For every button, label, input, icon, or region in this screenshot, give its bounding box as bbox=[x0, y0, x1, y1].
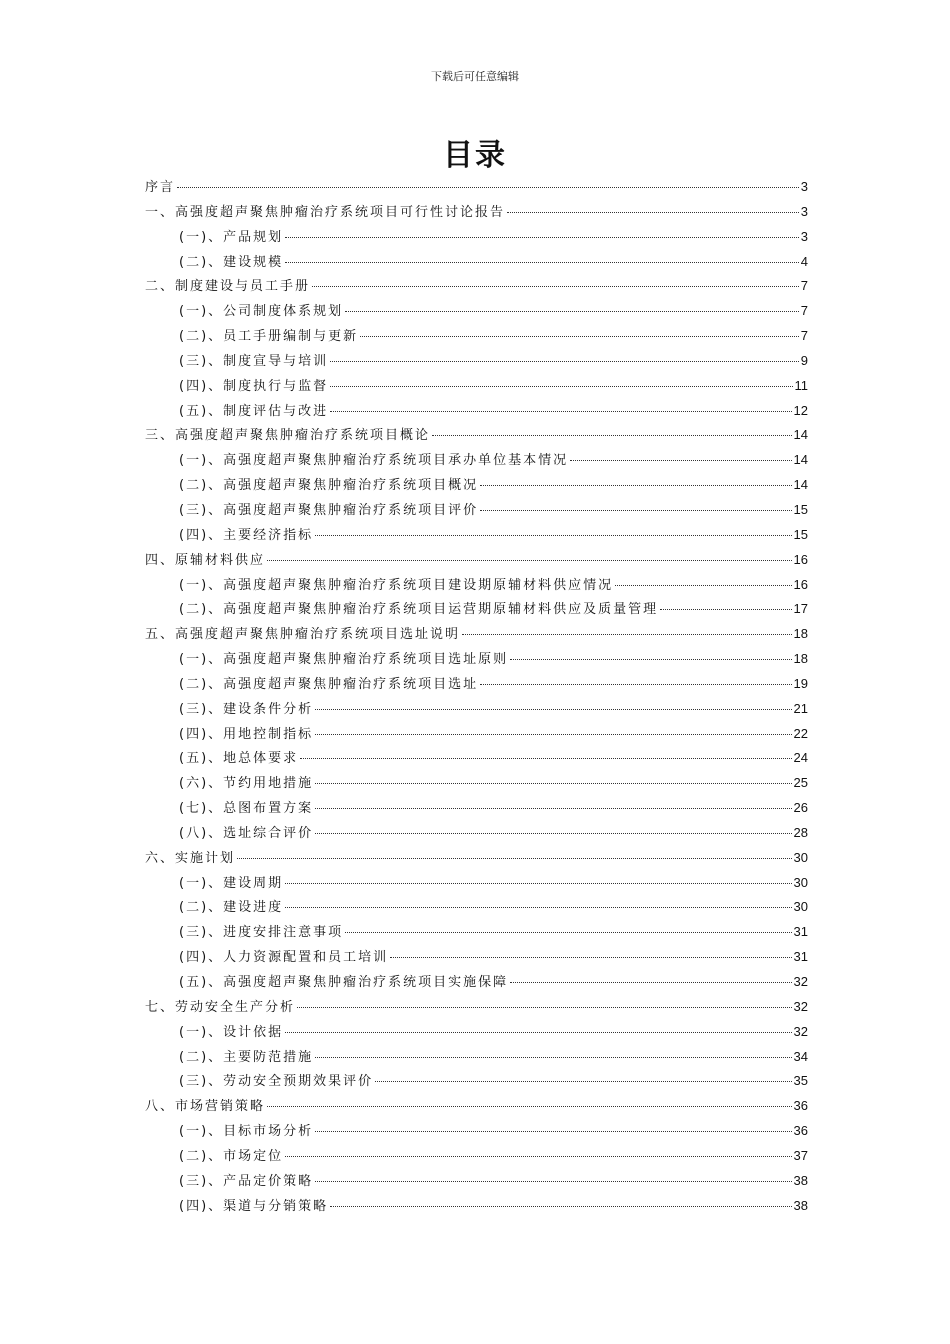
toc-dot-leader bbox=[315, 1131, 791, 1132]
toc-entry-page-number: 3 bbox=[800, 228, 808, 244]
toc-dot-leader bbox=[285, 1032, 791, 1033]
toc-entry-label: (七)、总图布置方案 bbox=[179, 801, 314, 817]
toc-entry-page-number: 18 bbox=[793, 651, 808, 667]
toc-entry[interactable] bbox=[145, 424, 808, 449]
toc-entry-label: (六)、节约用地措施 bbox=[179, 776, 314, 792]
header-note: 下载后可任意编辑 bbox=[431, 70, 519, 83]
toc-dot-leader bbox=[315, 1181, 791, 1182]
toc-dot-leader bbox=[480, 485, 791, 486]
toc-entry-page-number: 26 bbox=[793, 800, 808, 816]
toc-entry-label: (三)、制度宣导与培训 bbox=[179, 353, 329, 369]
toc-entry-page-number: 9 bbox=[800, 352, 808, 368]
toc-entry-page-number: 18 bbox=[793, 626, 808, 642]
toc-entry-label: 三、高强度超声聚焦肿瘤治疗系统项目概论 bbox=[145, 428, 431, 444]
toc-dot-leader bbox=[345, 311, 799, 312]
toc-entry[interactable] bbox=[145, 872, 808, 897]
toc-entry-label: (三)、建设条件分析 bbox=[179, 701, 314, 717]
toc-entry[interactable] bbox=[145, 822, 808, 847]
toc-entry-label: (二)、建设进度 bbox=[179, 900, 284, 916]
toc-dot-leader bbox=[177, 187, 799, 188]
toc-dot-leader bbox=[330, 386, 792, 387]
toc-entry[interactable] bbox=[145, 971, 808, 996]
toc-dot-leader bbox=[330, 1206, 791, 1207]
toc-entry-label: (一)、公司制度体系规划 bbox=[179, 304, 344, 320]
toc-entry-label: (一)、产品规划 bbox=[179, 229, 284, 245]
toc-entry-label: (五)、地总体要求 bbox=[179, 751, 299, 767]
toc-entry[interactable] bbox=[145, 698, 808, 723]
toc-entry-label: (二)、建设规模 bbox=[179, 254, 284, 270]
toc-dot-leader bbox=[315, 734, 791, 735]
toc-entry-label: 五、高强度超声聚焦肿瘤治疗系统项目选址说明 bbox=[145, 627, 461, 643]
toc-entry-label: (五)、高强度超声聚焦肿瘤治疗系统项目实施保障 bbox=[179, 975, 509, 990]
toc-dot-leader bbox=[660, 609, 791, 610]
toc-entry-label: (一)、高强度超声聚焦肿瘤治疗系统项目建设期原辅材料供应情况 bbox=[179, 577, 614, 593]
toc-entry[interactable] bbox=[145, 623, 808, 648]
toc-entry-label: 八、市场营销策略 bbox=[145, 1099, 266, 1115]
toc-entry-page-number: 30 bbox=[793, 899, 808, 915]
toc-entry[interactable] bbox=[145, 350, 808, 375]
toc-entry[interactable] bbox=[145, 201, 808, 226]
toc-entry-label: (四)、人力资源配置和员工培训 bbox=[179, 950, 389, 966]
toc-entry-label: 序言 bbox=[145, 180, 176, 195]
toc-entry[interactable] bbox=[145, 474, 808, 499]
toc-entry-label: 四、原辅材料供应 bbox=[145, 552, 266, 568]
toc-dot-leader bbox=[315, 709, 791, 710]
toc-entry[interactable] bbox=[145, 375, 808, 400]
toc-entry-page-number: 24 bbox=[793, 750, 808, 766]
toc-entry-page-number: 32 bbox=[793, 974, 808, 989]
toc-entry[interactable] bbox=[145, 1195, 808, 1220]
toc-dot-leader bbox=[570, 460, 791, 461]
toc-dot-leader bbox=[462, 634, 792, 635]
toc-entry-page-number: 7 bbox=[800, 303, 808, 319]
toc-entry-page-number: 35 bbox=[793, 1073, 808, 1089]
toc-dot-leader bbox=[345, 932, 791, 933]
toc-entry-page-number: 14 bbox=[793, 427, 808, 443]
toc-entry-page-number: 28 bbox=[793, 824, 808, 840]
toc-entry-page-number: 31 bbox=[793, 949, 808, 965]
toc-entry[interactable] bbox=[145, 499, 808, 524]
toc-entry-page-number: 37 bbox=[793, 1147, 808, 1163]
toc-entry-page-number: 36 bbox=[793, 1098, 808, 1114]
toc-dot-leader bbox=[615, 585, 791, 586]
toc-dot-leader bbox=[267, 560, 792, 561]
toc-dot-leader bbox=[300, 758, 791, 759]
toc-entry-label: (一)、设计依据 bbox=[179, 1024, 284, 1040]
toc-entry[interactable] bbox=[145, 1095, 808, 1120]
toc-entry-page-number: 3 bbox=[800, 203, 808, 219]
toc-entry[interactable] bbox=[145, 723, 808, 748]
toc-entry[interactable] bbox=[145, 300, 808, 325]
toc-entry-label: 一、高强度超声聚焦肿瘤治疗系统项目可行性讨论报告 bbox=[145, 204, 506, 220]
toc-dot-leader bbox=[315, 535, 791, 536]
toc-dot-leader bbox=[390, 957, 791, 958]
toc-entry-page-number: 25 bbox=[793, 775, 808, 791]
toc-dot-leader bbox=[507, 212, 799, 213]
toc-entry[interactable] bbox=[145, 176, 808, 201]
toc-entry-page-number: 17 bbox=[793, 601, 808, 617]
toc-dot-leader bbox=[330, 361, 799, 362]
toc-dot-leader bbox=[480, 684, 791, 685]
toc-entry-page-number: 34 bbox=[793, 1048, 808, 1064]
toc-entry[interactable] bbox=[145, 524, 808, 549]
toc-dot-leader bbox=[330, 411, 791, 412]
toc-entry[interactable] bbox=[145, 275, 808, 300]
toc-entry-page-number: 36 bbox=[793, 1123, 808, 1139]
toc-dot-leader bbox=[285, 907, 791, 908]
toc-dot-leader bbox=[297, 1007, 792, 1008]
toc-dot-leader bbox=[285, 883, 791, 884]
toc-entry[interactable] bbox=[145, 772, 808, 797]
toc-entry-label: (四)、用地控制指标 bbox=[179, 726, 314, 742]
toc-entry-label: 七、劳动安全生产分析 bbox=[145, 999, 296, 1015]
toc-entry[interactable] bbox=[145, 1145, 808, 1170]
toc-entry-page-number: 16 bbox=[793, 576, 808, 592]
toc-entry-page-number: 12 bbox=[793, 402, 808, 418]
toc-entry-label: (三)、高强度超声聚焦肿瘤治疗系统项目评价 bbox=[179, 502, 479, 518]
toc-entry-label: (二)、市场定位 bbox=[179, 1148, 284, 1164]
toc-entry-label: (一)、高强度超声聚焦肿瘤治疗系统项目选址原则 bbox=[179, 652, 509, 668]
toc-entry[interactable] bbox=[145, 996, 808, 1021]
toc-entry-page-number: 22 bbox=[793, 725, 808, 741]
toc-entry[interactable] bbox=[145, 747, 808, 772]
toc-dot-leader bbox=[285, 262, 799, 263]
toc-entry[interactable] bbox=[145, 847, 808, 872]
toc-entry[interactable] bbox=[145, 797, 808, 822]
toc-entry-page-number: 31 bbox=[793, 924, 808, 940]
toc-entry[interactable] bbox=[145, 400, 808, 425]
toc-entry-page-number: 15 bbox=[793, 501, 808, 517]
toc-entry[interactable] bbox=[145, 549, 808, 574]
toc-entry[interactable] bbox=[145, 598, 808, 623]
toc-entry[interactable] bbox=[145, 1070, 808, 1095]
toc-entry-label: (二)、高强度超声聚焦肿瘤治疗系统项目概况 bbox=[179, 478, 479, 494]
toc-entry[interactable] bbox=[145, 673, 808, 698]
toc-entry[interactable] bbox=[145, 1046, 808, 1071]
toc-entry-label: (四)、制度执行与监督 bbox=[179, 378, 329, 394]
toc-entry-page-number: 38 bbox=[793, 1197, 808, 1213]
toc-entry-label: (二)、高强度超声聚焦肿瘤治疗系统项目选址 bbox=[179, 676, 479, 692]
toc-dot-leader bbox=[315, 808, 791, 809]
toc-entry-page-number: 7 bbox=[800, 278, 808, 294]
toc-entry-page-number: 38 bbox=[793, 1172, 808, 1188]
toc-entry-page-number: 21 bbox=[793, 700, 808, 716]
toc-dot-leader bbox=[285, 1156, 791, 1157]
toc-entry-page-number: 30 bbox=[793, 849, 808, 865]
toc-entry-label: (一)、高强度超声聚焦肿瘤治疗系统项目承办单位基本情况 bbox=[179, 453, 569, 469]
toc-entry[interactable] bbox=[145, 946, 808, 971]
toc-entry-page-number: 14 bbox=[793, 477, 808, 493]
toc-entry-label: (二)、高强度超声聚焦肿瘤治疗系统项目运营期原辅材料供应及质量管理 bbox=[179, 602, 659, 618]
toc-dot-leader bbox=[432, 435, 792, 436]
toc-entry-label: 二、制度建设与员工手册 bbox=[145, 279, 311, 295]
toc-entry-page-number: 32 bbox=[793, 1023, 808, 1039]
toc-entry-label: (一)、建设周期 bbox=[179, 875, 284, 891]
toc-dot-leader bbox=[315, 833, 791, 834]
toc-entry-page-number: 4 bbox=[800, 253, 808, 269]
toc-dot-leader bbox=[480, 510, 791, 511]
toc-entry-page-number: 19 bbox=[793, 675, 808, 691]
toc-entry-page-number: 3 bbox=[800, 179, 808, 194]
toc-entry-label: (一)、目标市场分析 bbox=[179, 1124, 314, 1140]
toc-dot-leader bbox=[510, 659, 791, 660]
toc-entry-page-number: 30 bbox=[793, 874, 808, 890]
toc-entry[interactable] bbox=[145, 574, 808, 599]
toc-entry-page-number: 15 bbox=[793, 526, 808, 542]
toc-dot-leader bbox=[375, 1081, 791, 1082]
toc-dot-leader bbox=[237, 858, 792, 859]
toc-entry[interactable] bbox=[145, 325, 808, 350]
toc-dot-leader bbox=[285, 237, 799, 238]
toc-dot-leader bbox=[510, 982, 791, 983]
toc-entry-label: (四)、主要经济指标 bbox=[179, 527, 314, 543]
toc-dot-leader bbox=[315, 783, 791, 784]
toc-entry-label: (三)、产品定价策略 bbox=[179, 1173, 314, 1189]
toc-dot-leader bbox=[360, 336, 799, 337]
toc-entry[interactable] bbox=[145, 921, 808, 946]
toc-dot-leader bbox=[267, 1106, 792, 1107]
toc-entry-label: (三)、劳动安全预期效果评价 bbox=[179, 1074, 374, 1090]
toc-entry-page-number: 7 bbox=[800, 328, 808, 344]
toc-entry-page-number: 16 bbox=[793, 551, 808, 567]
toc-entry[interactable] bbox=[145, 226, 808, 251]
toc-entry[interactable] bbox=[145, 251, 808, 276]
toc-entry-label: (二)、员工手册编制与更新 bbox=[179, 329, 359, 345]
toc-entry-page-number: 32 bbox=[793, 998, 808, 1014]
toc-entry-label: (八)、选址综合评价 bbox=[179, 825, 314, 841]
toc-entry[interactable] bbox=[145, 896, 808, 921]
toc-entry[interactable] bbox=[145, 1021, 808, 1046]
toc-entry-label: (四)、渠道与分销策略 bbox=[179, 1198, 329, 1214]
toc-entry-label: (三)、进度安排注意事项 bbox=[179, 925, 344, 941]
toc-entry-page-number: 11 bbox=[794, 377, 808, 393]
toc-entry[interactable] bbox=[145, 1120, 808, 1145]
toc-entry[interactable] bbox=[145, 1170, 808, 1195]
toc-entry-label: (五)、制度评估与改进 bbox=[179, 403, 329, 419]
toc-entry-page-number: 14 bbox=[793, 452, 808, 468]
toc-entry-label: (二)、主要防范措施 bbox=[179, 1049, 314, 1065]
table-of-contents bbox=[145, 176, 808, 1219]
page-title: 目录 bbox=[443, 138, 507, 173]
toc-entry-label: 六、实施计划 bbox=[145, 850, 236, 866]
toc-dot-leader bbox=[315, 1057, 791, 1058]
toc-dot-leader bbox=[312, 286, 799, 287]
toc-entry[interactable] bbox=[145, 648, 808, 673]
toc-entry[interactable] bbox=[145, 449, 808, 474]
